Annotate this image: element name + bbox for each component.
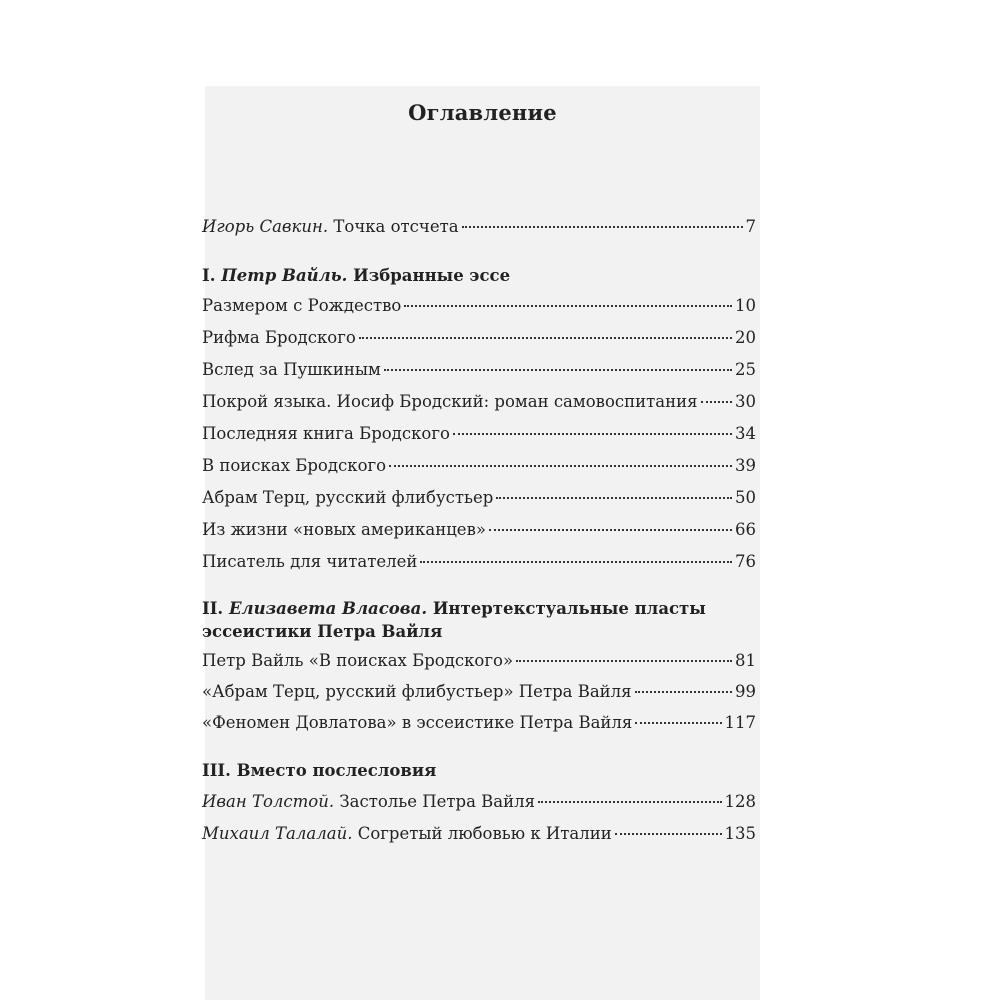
page-number: 81 — [735, 651, 756, 670]
toc-entry: Вслед за Пушкиным 25 — [202, 360, 756, 379]
dot-leader — [420, 561, 732, 563]
toc-entry: В поисках Бродского 39 — [202, 456, 756, 475]
page-number: 135 — [724, 824, 756, 843]
dot-leader — [384, 369, 732, 371]
toc-entry: Иван Толстой. Застолье Петра Вайля 128 — [202, 792, 756, 811]
dot-leader — [635, 691, 732, 693]
page-number: 99 — [735, 682, 756, 701]
section-heading-3: III. Вместо послесловия — [202, 761, 437, 780]
dot-leader — [489, 529, 732, 531]
toc-entry: Писатель для читателей 76 — [202, 552, 756, 571]
page-number: 66 — [735, 520, 756, 539]
dot-leader — [538, 801, 721, 803]
toc-entry: Рифма Бродского 20 — [202, 328, 756, 347]
dot-leader — [453, 433, 732, 435]
section-author: Петр Вайль. — [221, 266, 348, 285]
page-number: 25 — [735, 360, 756, 379]
dot-leader — [635, 722, 721, 724]
dot-leader — [462, 226, 743, 228]
toc-entry: «Абрам Терц, русский флибустьер» Петра Вайля 99 — [202, 682, 756, 701]
section-author: Елизавета Власова. — [228, 599, 428, 618]
page-number: 117 — [724, 713, 756, 732]
page-number: 30 — [735, 392, 756, 411]
section-heading-1: I. Петр Вайль. Избранные эссе — [202, 266, 511, 285]
section-heading-2: II. Елизавета Власова. Интертекстуальные пласты — [202, 599, 706, 618]
entry-author: Михаил Талалай. — [202, 824, 353, 843]
toc-entry: Из жизни «новых американцев» 66 — [202, 520, 756, 539]
toc-entry: Михаил Талалай. Согретый любовью к Италии 135 — [202, 824, 756, 843]
page-number: 20 — [735, 328, 756, 347]
toc-entry: Покрой языка. Иосиф Бродский: роман самовоспитания 30 — [202, 392, 756, 411]
toc-entry: Размером с Рождество 10 — [202, 296, 756, 315]
dot-leader — [701, 401, 733, 403]
toc-entry: Петр Вайль «В поисках Бродского» 81 — [202, 651, 756, 670]
toc-entry: Последняя книга Бродского 34 — [202, 424, 756, 443]
section-heading-2-cont: эссеистики Петра Вайля — [202, 622, 443, 641]
dot-leader — [404, 305, 732, 307]
dot-leader — [389, 465, 732, 467]
dot-leader — [496, 497, 732, 499]
page-number: 50 — [735, 488, 756, 507]
dot-leader — [615, 833, 722, 835]
dot-leader — [516, 660, 732, 662]
page-number: 128 — [724, 792, 756, 811]
toc-entry-intro — [202, 216, 756, 238]
page-number: 39 — [735, 456, 756, 475]
entry-author: Игорь Савкин. — [202, 217, 329, 236]
page-number: 7 — [745, 217, 756, 236]
page-number: 10 — [735, 296, 756, 315]
toc-heading: Оглавление — [408, 100, 557, 125]
entry-title: Игорь Савкин. Точка отсчета — [202, 217, 459, 236]
dot-leader — [359, 337, 732, 339]
page-number: 34 — [735, 424, 756, 443]
entry-author: Иван Толстой. — [202, 792, 335, 811]
page-number: 76 — [735, 552, 756, 571]
toc-entry: «Феномен Довлатова» в эссеистике Петра Вайля 117 — [202, 713, 756, 732]
toc-entry: Абрам Терц, русский флибустьер 50 — [202, 488, 756, 507]
